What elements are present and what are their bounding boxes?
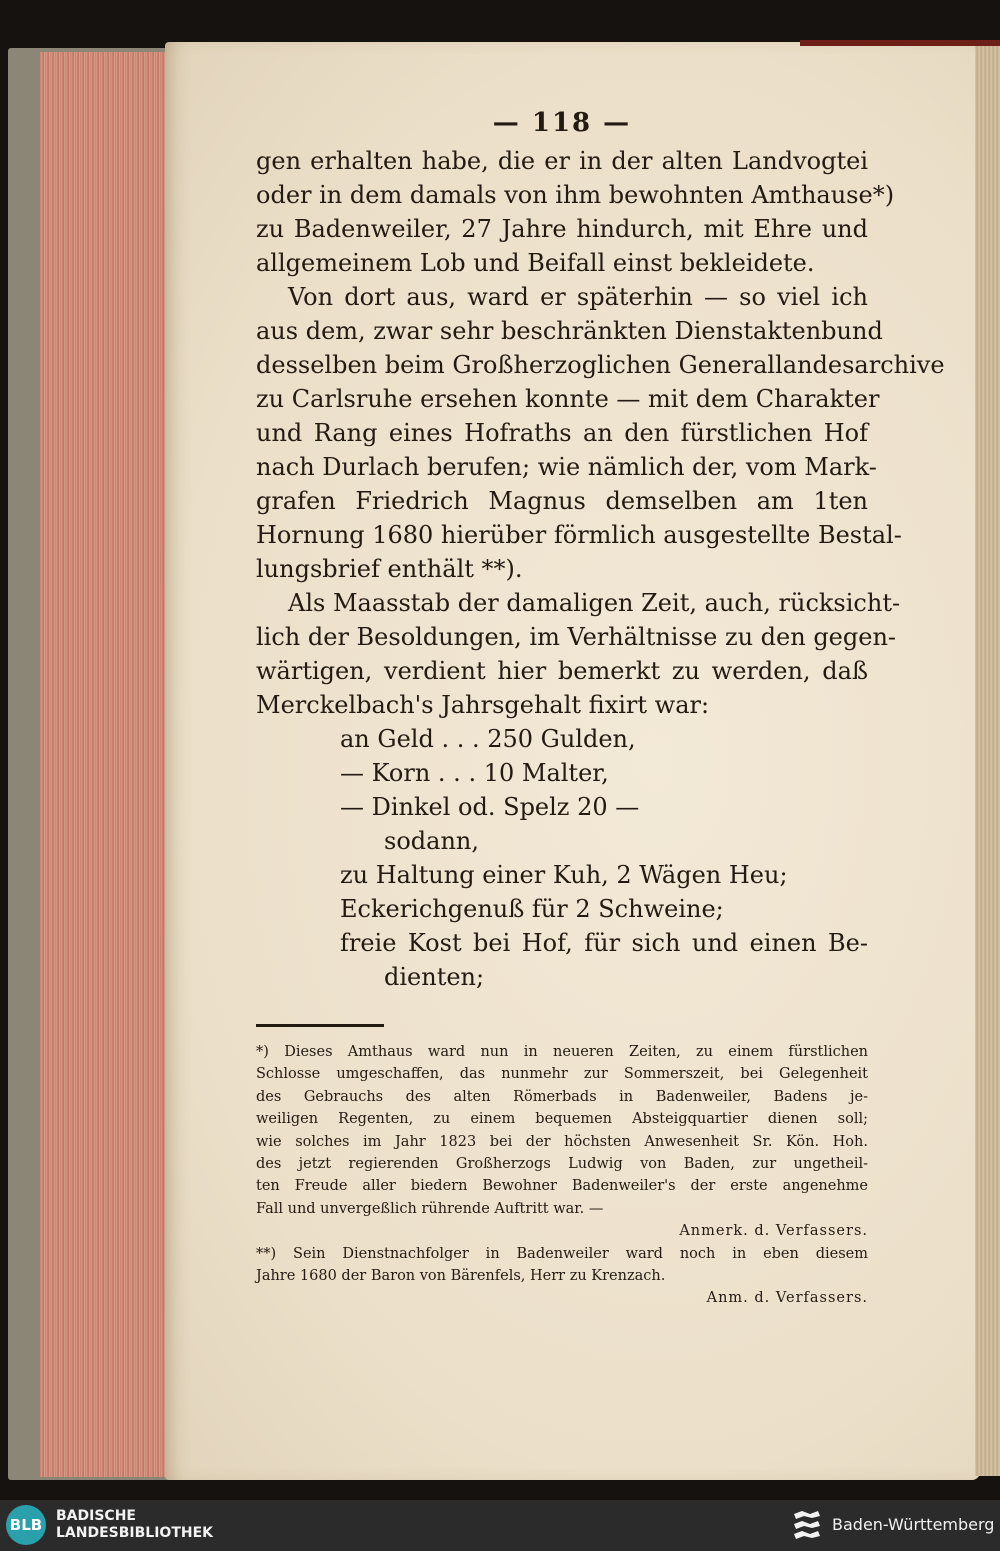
body-line: nach Durlach berufen; wie nämlich der, vom Mark- — [256, 453, 877, 481]
lions-emblem-icon — [790, 1508, 824, 1544]
salary-item: zu Haltung einer Kuh, 2 Wägen Heu; — [340, 861, 788, 889]
footnote-line: Jahre 1680 der Baron von Bärenfels, Herr zu Krenzach. — [256, 1268, 666, 1285]
body-line: Als Maasstab der damaligen Zeit, auch, rücksicht- — [288, 589, 901, 617]
bookmark-ribbon — [800, 40, 1000, 46]
body-line: zu Badenweiler, 27 Jahre hindurch, mit Ehre und — [256, 215, 868, 243]
footnote-signature: Anmerk. d. Verfassers. — [679, 1223, 868, 1240]
blb-name[interactable] — [56, 1508, 213, 1542]
body-line: und Rang eines Hofraths an den fürstlichen Hof — [256, 419, 868, 447]
right-page-edge — [975, 44, 1000, 1476]
footnote-line: Schlosse umgeschaffen, das nunmehr zur Sommerszeit, bei Gelegenheit — [256, 1066, 868, 1083]
body-paragraphs — [256, 144, 945, 722]
salary-item: an Geld . . . 250 Gulden, — [340, 725, 636, 753]
footnote-line: des jetzt regierenden Großherzogs Ludwig von Baden, zur ungetheil- — [256, 1156, 868, 1173]
body-line: aus dem, zwar sehr beschränkten Dienstaktenbund — [256, 317, 883, 345]
body-line: Von dort aus, ward er späterhin — so viel ich — [288, 283, 868, 311]
footnote-line: des Gebrauchs des alten Römerbads in Badenweiler, Badens je- — [256, 1088, 868, 1105]
page-number: — 118 — — [492, 108, 632, 138]
salary-item: — Korn . . . 10 Malter, — [340, 759, 609, 787]
library-footer-bar — [0, 1500, 1000, 1551]
body-line: desselben beim Großherzoglichen Generallandesarchive — [256, 351, 945, 379]
footnote-line: *) Dieses Amthaus ward nun in neueren Zeiten, zu einem fürstlichen — [256, 1044, 868, 1060]
salary-item: Eckerichgenuß für 2 Schweine; — [340, 895, 724, 923]
footnote-rule — [256, 1024, 384, 1027]
body-line: grafen Friedrich Magnus demselben am 1ten — [256, 487, 868, 515]
body-line: lungsbrief enthält **). — [256, 555, 523, 583]
blb-name-line-2: LANDESBIBLIOTHEK — [56, 1525, 214, 1541]
body-line: zu Carlsruhe ersehen konnte — mit dem Charakter — [256, 385, 880, 413]
footnote-signature: Anm. d. Verfassers. — [706, 1290, 868, 1307]
blb-logo[interactable]: BLB — [6, 1505, 46, 1545]
salary-item: sodann, — [384, 827, 479, 855]
blb-name-line-1: BADISCHE — [56, 1508, 136, 1524]
salary-item: dienten; — [384, 963, 485, 991]
salary-list — [256, 722, 868, 994]
page-text — [256, 108, 945, 1310]
body-line: gen erhalten habe, die er in der alten Landvogtei — [256, 147, 868, 175]
salary-item: freie Kost bei Hof, für sich und einen Be- — [340, 929, 868, 957]
salary-item: — Dinkel od. Spelz 20 — — [340, 793, 640, 821]
body-line: wärtigen, verdient hier bemerkt zu werden, daß — [256, 657, 868, 685]
footnote-line: Fall und unvergeßlich rührende Auftritt war. — — [256, 1200, 604, 1217]
body-line: Hornung 1680 hierüber förmlich ausgestellte Bestal- — [256, 521, 902, 549]
body-line: allgemeinem Lob und Beifall einst bekleidete. — [256, 249, 815, 277]
footnote-line: ten Freude aller biedern Bewohner Badenweiler's der erste angenehme — [256, 1178, 868, 1195]
body-line: oder in dem damals von ihm bewohnten Amthause*) — [256, 181, 895, 209]
body-line: lich der Besoldungen, im Verhältnisse zu den gegen- — [256, 623, 897, 651]
body-line: Merckelbach's Jahrsgehalt fixirt war: — [256, 691, 710, 719]
footnote-line: **) Sein Dienstnachfolger in Badenweiler ward noch in eben diesem — [256, 1245, 868, 1262]
footnotes — [256, 1041, 868, 1310]
footnote-line: weiligen Regenten, zu einem bequemen Absteigquartier dienen soll; — [256, 1111, 868, 1128]
page-edges — [40, 52, 180, 1477]
baden-wuerttemberg-name[interactable]: Baden-Württemberg — [832, 1515, 995, 1534]
footnote-line: wie solches im Jahr 1823 bei der höchsten Anwesenheit Sr. Kön. Hoh. — [256, 1133, 868, 1150]
